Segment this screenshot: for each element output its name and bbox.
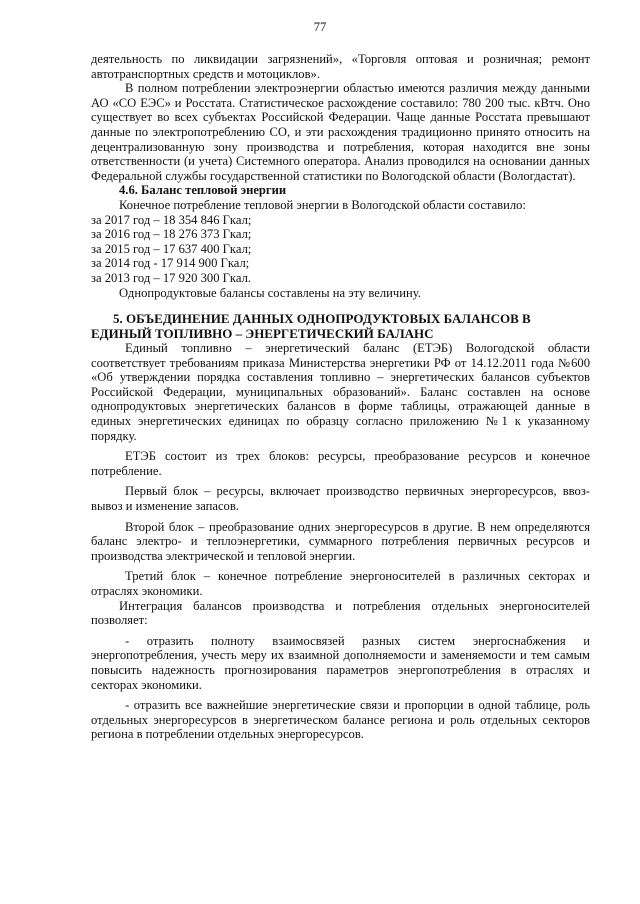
list-item: за 2016 год – 18 276 373 Гкал; — [91, 227, 252, 242]
paragraph: ЕТЭБ состоит из трех блоков: ресурсы, преобразование ресурсов и конечное потребление. — [91, 449, 590, 478]
list-item: за 2017 год – 18 354 846 Гкал; — [91, 212, 252, 227]
paragraph: В полном потреблении электроэнергии областью имеются различия между данными АО «СО ЕЭС» и Росстата. Статистическое расхождение составило: 780 200 тыс. кВтч. Оно существует во всех субъектах Российской Федерации. Чаще данные Росстата превышают данные по электропотреблению СО, и эти расхождения традиционно принято относить на децентрализованную зону производства и потребления, которая находится вне зоны ответственности (и учета) Системного оператора. Анализ проводился на основании данных Федеральной службы государственной статистики по Вологодской области (Вологдастат). — [91, 81, 590, 183]
list-item: за 2013 год – 17 920 300 Гкал. — [91, 270, 251, 285]
paragraph: Единый топливно – энергетический баланс (ЕТЭБ) Вологодской области соответствует требованиям приказа Министерства энергетики РФ от 14.12.2011 года №600 «Об утверждении порядка составления топливно – энергетических балансов субъектов Российской Федерации, муниципальных образований». Баланс составлен на основе однопродуктовых энергетических балансов в форме таблицы, отражающей данные в единых энергетических единицах по образцу согласно приложению №1 к указанному порядку. — [91, 341, 590, 443]
list-item: за 2015 год – 17 637 400 Гкал; — [91, 241, 252, 256]
chapter-heading-line: ЕДИНЫЙ ТОПЛИВНО – ЭНЕРГЕТИЧЕСКИЙ БАЛАНС — [91, 326, 434, 342]
section-heading: 4.6. Баланс тепловой энергии — [119, 183, 287, 198]
page-body — [91, 52, 590, 742]
paragraph: Второй блок – преобразование одних энергоресурсов в другие. В нем определяются баланс электро- и теплоэнергетики, суммарного потребления первичных ресурсов и производства электрической и тепловой энергии. — [91, 519, 590, 563]
paragraph: Интеграция балансов производства и потребления отдельных энергоносителей позволяет: — [91, 598, 590, 628]
paragraph: Однопродуктовые балансы составлены на эту величину. — [119, 285, 421, 300]
year-list — [91, 213, 590, 286]
paragraph: деятельность по ликвидации загрязнений», «Торговля оптовая и розничная; ремонт автотранспортных средств и мотоциклов». — [91, 52, 590, 81]
paragraph: Конечное потребление тепловой энергии в Вологодской области составило: — [119, 197, 526, 212]
chapter-heading — [91, 311, 590, 341]
paragraph: Третий блок – конечное потребление энергоносителей в различных секторах и отраслях экономики. — [91, 569, 590, 598]
chapter-heading-line: 5. ОБЪЕДИНЕНИЕ ДАННЫХ ОДНОПРОДУКТОВЫХ БАЛАНСОВ В — [113, 311, 531, 327]
paragraph: Первый блок – ресурсы, включает производство первичных энергоресурсов, ввоз-вывоз и изменение запасов. — [91, 484, 590, 514]
list-item: за 2014 год - 17 914 900 Гкал; — [91, 256, 250, 271]
list-item: - отразить все важнейшие энергетические связи и пропорции в одной таблице, роль отдельных энергоресурсов в энергетическом балансе региона и роль отдельных секторов региона в потреблении отдельных энергоресурсов. — [91, 698, 590, 742]
page-number: 77 — [313, 20, 327, 34]
list-item: - отразить полноту взаимосвязей разных систем энергоснабжения и энергопотребления, учесть меру их взаимной дополняемости и заменяемости и тем самым повысить надежность прогнозирования параметров энергопотребления в отраслях и секторах экономики. — [91, 633, 590, 692]
